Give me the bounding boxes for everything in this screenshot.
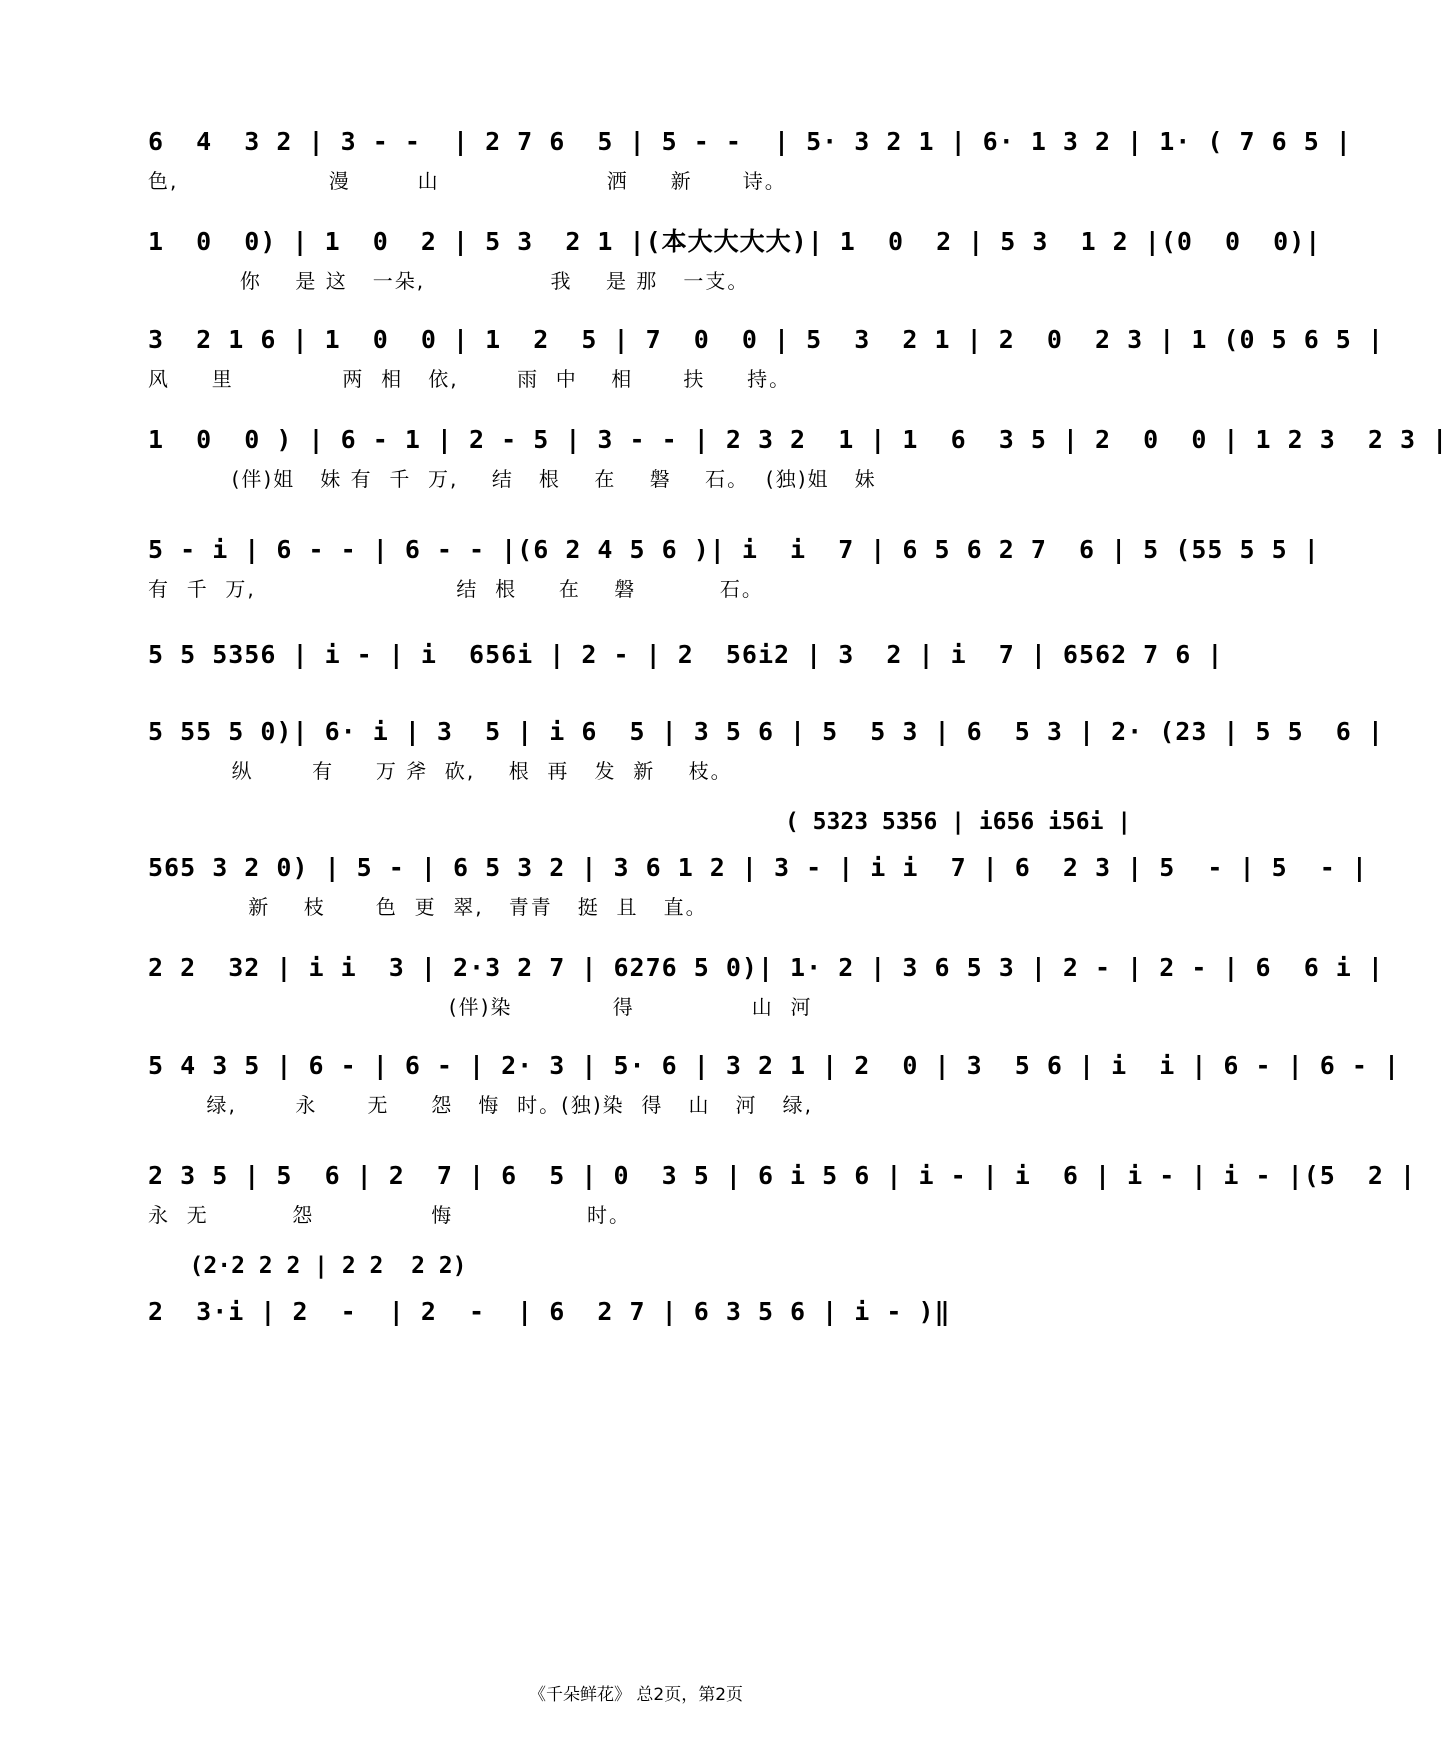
lyrics-line-7: 纵 有 万 斧 砍, 根 再 发 新 枝。	[148, 759, 733, 783]
score-line-2	[0, 222, 1322, 322]
notation-line-2: 1 0 0) | 1 0 2 | 5 3 2 1 |(本大大大大)| 1 0 2 | 5 3 1 2 |(0 0 0)|	[148, 227, 1322, 256]
score-line-1	[0, 122, 1352, 222]
score-line-3	[0, 320, 1384, 420]
lyrics-line-2: 你 是 这 一朵, 我 是 那 一支。	[148, 269, 750, 293]
lyrics-line-8: 新 枝 色 更 翠, 青青 挺 且 直。	[148, 895, 708, 919]
score-line-11	[0, 1156, 1417, 1256]
lyrics-line-10: 绿, 永 无 怨 悔 时。(独)染 得 山 河 绿,	[148, 1093, 813, 1117]
lyrics-line-3: 风 里 两 相 依, 雨 中 相 扶 持。	[148, 367, 792, 391]
accompaniment-line-12: (2·2 2 2 | 2 2 2 2)	[148, 1253, 467, 1279]
lyrics-line-4: (伴)姐 妹 有 千 万, 结 根 在 磐 石。 (独)姐 妹	[148, 467, 877, 491]
notation-line-8: 565 3 2 0) | 5 - | 6 5 3 2 | 3 6 1 2 | 3 - | i i 7 | 6 2 3 | 5 - | 5 - |	[148, 853, 1368, 882]
lyrics-line-1: 色, 漫 山 洒 新 诗。	[148, 169, 787, 193]
score-line-9	[0, 948, 1384, 1048]
score-line-7	[0, 712, 1384, 812]
notation-line-5: 5 - i | 6 - - | 6 - - |(6 2 4 5 6 )| i i 7 | 6 5 6 2 7 6 | 5 (55 5 5 |	[148, 535, 1320, 564]
accompaniment-line-8: ( 5323 5356 | i656 i56i |	[148, 809, 1132, 835]
lyrics-line-6	[148, 679, 1208, 709]
lyrics-line-12	[148, 1336, 1208, 1366]
score-line-10	[0, 1046, 1400, 1146]
notation-line-3: 3 2 1 6 | 1 0 0 | 1 2 5 | 7 0 0 | 5 3 2 1 | 2 0 2 3 | 1 (0 5 6 5 |	[148, 325, 1384, 354]
score-line-12	[0, 1253, 1272, 1392]
page-footer: 《千朵鲜花》 总2页，第2页	[528, 1685, 744, 1705]
lyrics-line-5: 有 千 万, 结 根 在 磐 石。	[148, 577, 764, 601]
score-line-4	[0, 420, 1448, 520]
notation-line-11: 2 3 5 | 5 6 | 2 7 | 6 5 | 0 3 5 | 6 i 5 6 | i - | i 6 | i - | i - |(5 2 |	[148, 1161, 1417, 1190]
notation-line-1: 6 4 3 2 | 3 - - | 2 7 6 5 | 5 - - | 5· 3 2 1 | 6· 1 3 2 | 1· ( 7 6 5 |	[148, 127, 1352, 156]
notation-line-12: 2 3·i | 2 - | 2 - | 6 2 7 | 6 3 5 6 | i - )‖	[148, 1297, 951, 1326]
notation-line-10: 5 4 3 5 | 6 - | 6 - | 2· 3 | 5· 6 | 3 2 1 | 2 0 | 3 5 6 | i i | 6 - | 6 - |	[148, 1051, 1400, 1080]
notation-line-9: 2 2 32 | i i 3 | 2·3 2 7 | 6276 5 0)| 1· 2 | 3 6 5 3 | 2 - | 2 - | 6 6 i |	[148, 953, 1384, 982]
lyrics-line-11: 永 无 怨 悔 时。	[148, 1203, 632, 1227]
score-line-8	[0, 809, 1368, 948]
notation-line-6: 5 5 5356 | i - | i 656i | 2 - | 2 56i2 | 3 2 | i 7 | 6562 7 6 |	[148, 640, 1224, 669]
notation-line-4: 1 0 0 ) | 6 - 1 | 2 - 5 | 3 - - | 2 3 2 1 | 1 6 3 5 | 2 0 0 | 1 2 3 2 3 |	[148, 425, 1448, 454]
notation-line-7: 5 55 5 0)| 6· i | 3 5 | i 6 5 | 3 5 6 | 5 5 3 | 6 5 3 | 2· (23 | 5 5 6 |	[148, 717, 1384, 746]
score-line-5	[0, 530, 1320, 630]
lyrics-line-9: (伴)染 得 山 河	[148, 995, 813, 1019]
